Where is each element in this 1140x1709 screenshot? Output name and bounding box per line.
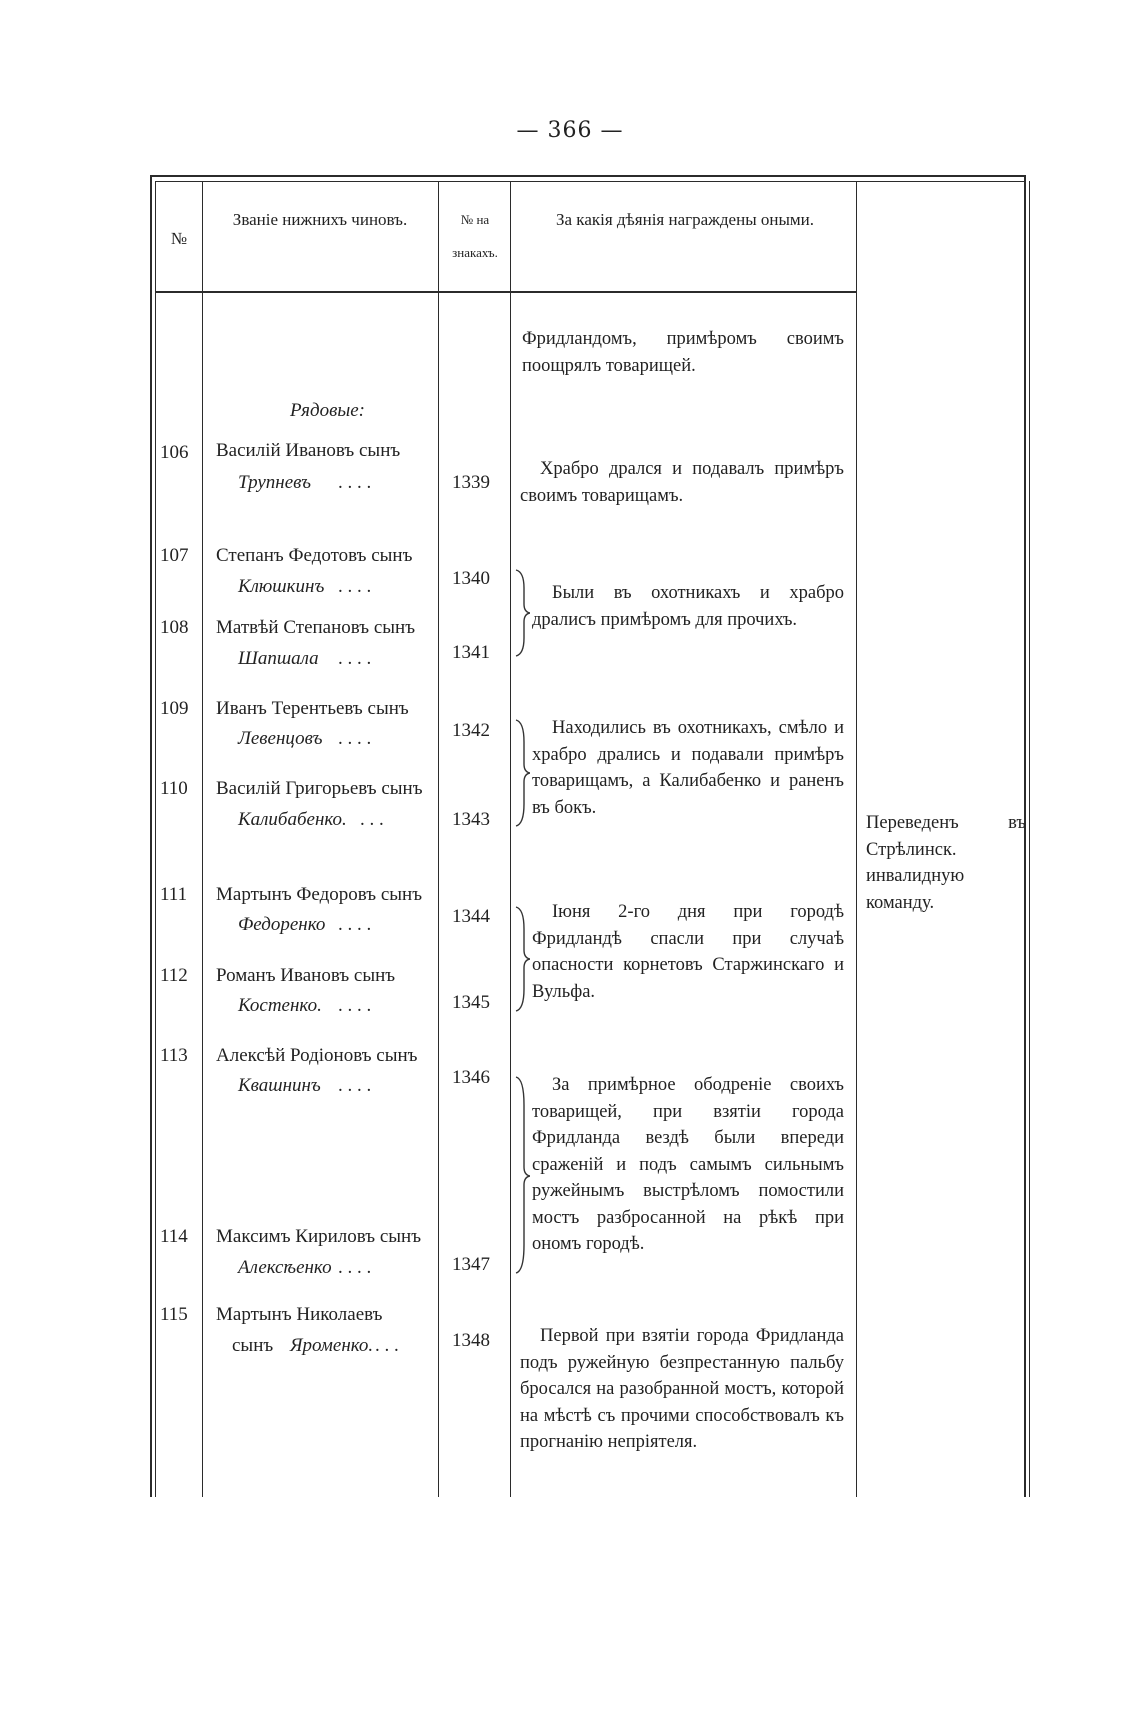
row-number: 106 xyxy=(160,442,189,463)
row-number: 108 xyxy=(160,617,189,638)
badge-number: 1342 xyxy=(452,720,490,741)
rank-name: Василій Ивановъ сынъ xyxy=(216,440,401,461)
group-brace xyxy=(512,1075,530,1275)
rank-surname: Трупневъ xyxy=(238,472,311,493)
rank-surname: Шапшала xyxy=(238,648,319,669)
rank-name: Мартынъ Николаевъ xyxy=(216,1304,383,1325)
rank-name: Иванъ Терентьевъ сынъ xyxy=(216,698,409,719)
badge-number: 1343 xyxy=(452,809,490,830)
remark-text: Переведенъ въ Стрѣлинск. инвалидную команду. xyxy=(866,813,1026,913)
leader-dots: . . . xyxy=(360,809,384,830)
page-number: — 366 — xyxy=(516,118,624,143)
badge-number: 1347 xyxy=(452,1254,490,1275)
deeds-text: За примѣрное ободреніе своихъ товарищей, при взятіи города Фридланда вездѣ были впереди сраженій и подъ самымъ сильнымъ ружейнымъ выстрѣломъ помостили мостъ разбросанной на рѣкѣ при ономъ городѣ. xyxy=(532,1075,844,1254)
leader-dots: . . . xyxy=(375,1335,399,1356)
section-title: Рядовые: xyxy=(290,400,365,421)
rank-name: Матвѣй Степановъ сынъ xyxy=(216,617,416,638)
badge-number: 1340 xyxy=(452,568,490,589)
rank-surname: Калибабенко. xyxy=(238,809,347,830)
row-number: 112 xyxy=(160,965,188,986)
rank-surname: Левенцовъ xyxy=(238,728,323,749)
header-badge-number: № на знакахъ. xyxy=(452,212,498,260)
deeds-text: Были въ охотникахъ и храбро дралисъ примѣромъ для прочихъ. xyxy=(532,583,844,630)
leader-dots: . . . . xyxy=(338,728,372,749)
leader-dots: . . . . xyxy=(338,648,372,669)
leader-dots: . . . . xyxy=(338,576,372,597)
rank-surname: Клюшкинъ xyxy=(238,576,325,597)
rank-surname: Квашнинъ xyxy=(238,1075,321,1096)
row-number: 109 xyxy=(160,698,189,719)
rank-name: Алексѣй Родіоновъ сынъ xyxy=(216,1045,418,1066)
rank-name: Романъ Ивановъ сынъ xyxy=(216,965,396,986)
leader-dots: . . . . xyxy=(338,472,372,493)
deeds-text: Іюня 2-го дня при городѣ Фридландѣ спасли при случаѣ опасности корнетовъ Старжинскаго и Вульфа. xyxy=(532,902,844,1002)
row-number: 110 xyxy=(160,778,188,799)
rank-name-line xyxy=(216,1302,431,1328)
group-brace xyxy=(512,718,530,828)
deeds-text: Находились въ охотникахъ, смѣло и храбро дрались и подавали примѣръ товарищамъ, а Калибабенко и раненъ въ бокъ. xyxy=(532,718,844,818)
leader-dots: . . . . xyxy=(338,914,372,935)
rank-name: Мартынъ Федоровъ сынъ xyxy=(216,884,423,905)
rank-surname: Федоренко xyxy=(238,914,326,935)
rank-surname: Яроменко. xyxy=(290,1335,374,1356)
row-number: 113 xyxy=(160,1045,188,1066)
rank-name: Степанъ Федотовъ сынъ xyxy=(216,545,413,566)
group-brace xyxy=(512,568,530,658)
leader-dots: . . . . xyxy=(338,995,372,1016)
row-number: 115 xyxy=(160,1304,188,1325)
badge-number: 1345 xyxy=(452,992,490,1013)
header-rank: Званіе нижнихъ чиновъ. xyxy=(232,210,408,229)
row-number: 107 xyxy=(160,545,189,566)
leader-dots: . . . . xyxy=(338,1075,372,1096)
badge-number: 1339 xyxy=(452,472,490,493)
rank-surname-prefix: сынъ xyxy=(232,1335,274,1356)
group-brace xyxy=(512,905,530,1013)
leader-dots: . . . . xyxy=(338,1257,372,1278)
rank-surname: Алексѣенко xyxy=(238,1257,332,1278)
header-deeds: За какія дѣянія награждены оными. xyxy=(556,210,814,229)
badge-number: 1348 xyxy=(452,1330,490,1351)
row-number: 111 xyxy=(160,884,188,905)
rank-surname: Костенко. xyxy=(238,995,322,1016)
badge-number: 1344 xyxy=(452,906,490,927)
row-number: 114 xyxy=(160,1226,188,1247)
badge-number: 1346 xyxy=(452,1067,490,1088)
deeds-text: Храбро дрался и подавалъ примѣръ своимъ товарищамъ. xyxy=(520,459,844,506)
header-number: № xyxy=(170,229,188,248)
deeds-continuation: Фридландомъ, примѣромъ своимъ поощрялъ товарищей. xyxy=(522,329,844,376)
rank-name: Максимъ Кириловъ сынъ xyxy=(216,1226,422,1247)
deeds-text: Первой при взятіи города Фридланда подъ ружейную безпрестанную пальбу бросался на разобранной мостъ, которой на мѣстѣ съ прочими способствовалъ къ прогнанію непріятеля. xyxy=(520,1326,844,1452)
badge-number: 1341 xyxy=(452,642,490,663)
rank-name: Василій Григорьевъ сынъ xyxy=(216,778,423,799)
